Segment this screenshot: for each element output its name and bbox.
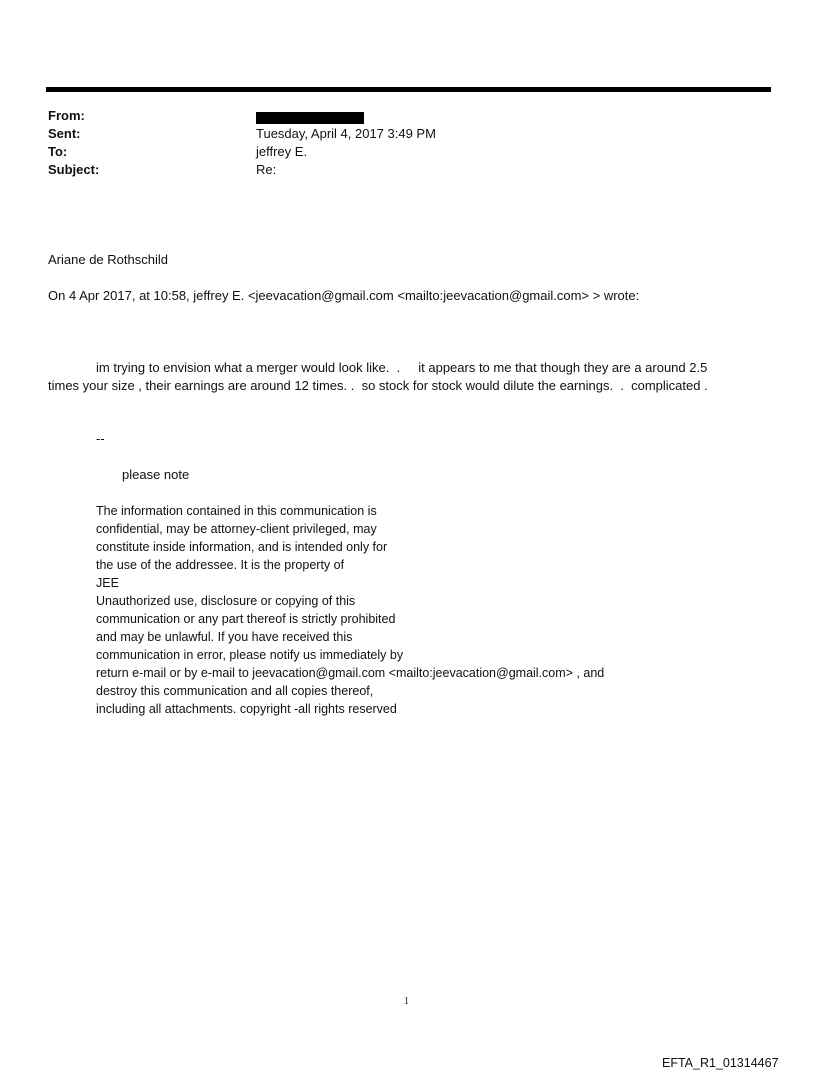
disclaimer-line: communication or any part thereof is strictly prohibited (96, 612, 396, 626)
disclaimer-line: destroy this communication and all copies thereof, (96, 684, 374, 698)
sent-label: Sent: (48, 126, 81, 141)
header-rule (46, 87, 771, 92)
disclaimer-line: communication in error, please notify us immediately by (96, 648, 404, 662)
redacted-sender (256, 112, 364, 124)
disclaimer-line: including all attachments. copyright -all rights reserved (96, 702, 397, 716)
disclaimer-line: confidential, may be attorney-client privileged, may (96, 522, 377, 536)
signature-name: Ariane de Rothschild (48, 252, 168, 267)
disclaimer-line: constitute inside information, and is intended only for (96, 540, 388, 554)
disclaimer-line: JEE (96, 576, 119, 590)
subject-value: Re: (256, 162, 277, 177)
disclaimer-line: Unauthorized use, disclosure or copying of this (96, 594, 356, 608)
page-number: 1 (404, 996, 409, 1007)
message-line-1: im trying to envision what a merger would look like. . it appears to me that though they are a around 2.5 (96, 360, 708, 375)
please-note: please note (122, 467, 190, 482)
quote-intro: On 4 Apr 2017, at 10:58, jeffrey E. <jeevacation@gmail.com <mailto:jeevacation@gmail.com> > wrote: (48, 288, 640, 303)
disclaimer-block (96, 502, 604, 718)
from-label: From: (48, 108, 85, 123)
disclaimer-line: the use of the addressee. It is the property of (96, 558, 345, 572)
to-value: jeffrey E. (256, 144, 308, 159)
subject-label: Subject: (48, 162, 100, 177)
to-label: To: (48, 144, 68, 159)
sent-value: Tuesday, April 4, 2017 3:49 PM (256, 126, 436, 141)
signature-separator: -- (96, 431, 105, 446)
message-line-2: times your size , their earnings are around 12 times. . so stock for stock would dilute the earnings. . complicated . (48, 378, 708, 393)
disclaimer-line: The information contained in this communication is (96, 504, 377, 518)
disclaimer-line: and may be unlawful. If you have received this (96, 630, 353, 644)
disclaimer-line: return e-mail or by e-mail to jeevacation@gmail.com <mailto:jeevacation@gmail.com> , and (96, 666, 605, 680)
document-id: EFTA_R1_01314467 (662, 1056, 779, 1070)
